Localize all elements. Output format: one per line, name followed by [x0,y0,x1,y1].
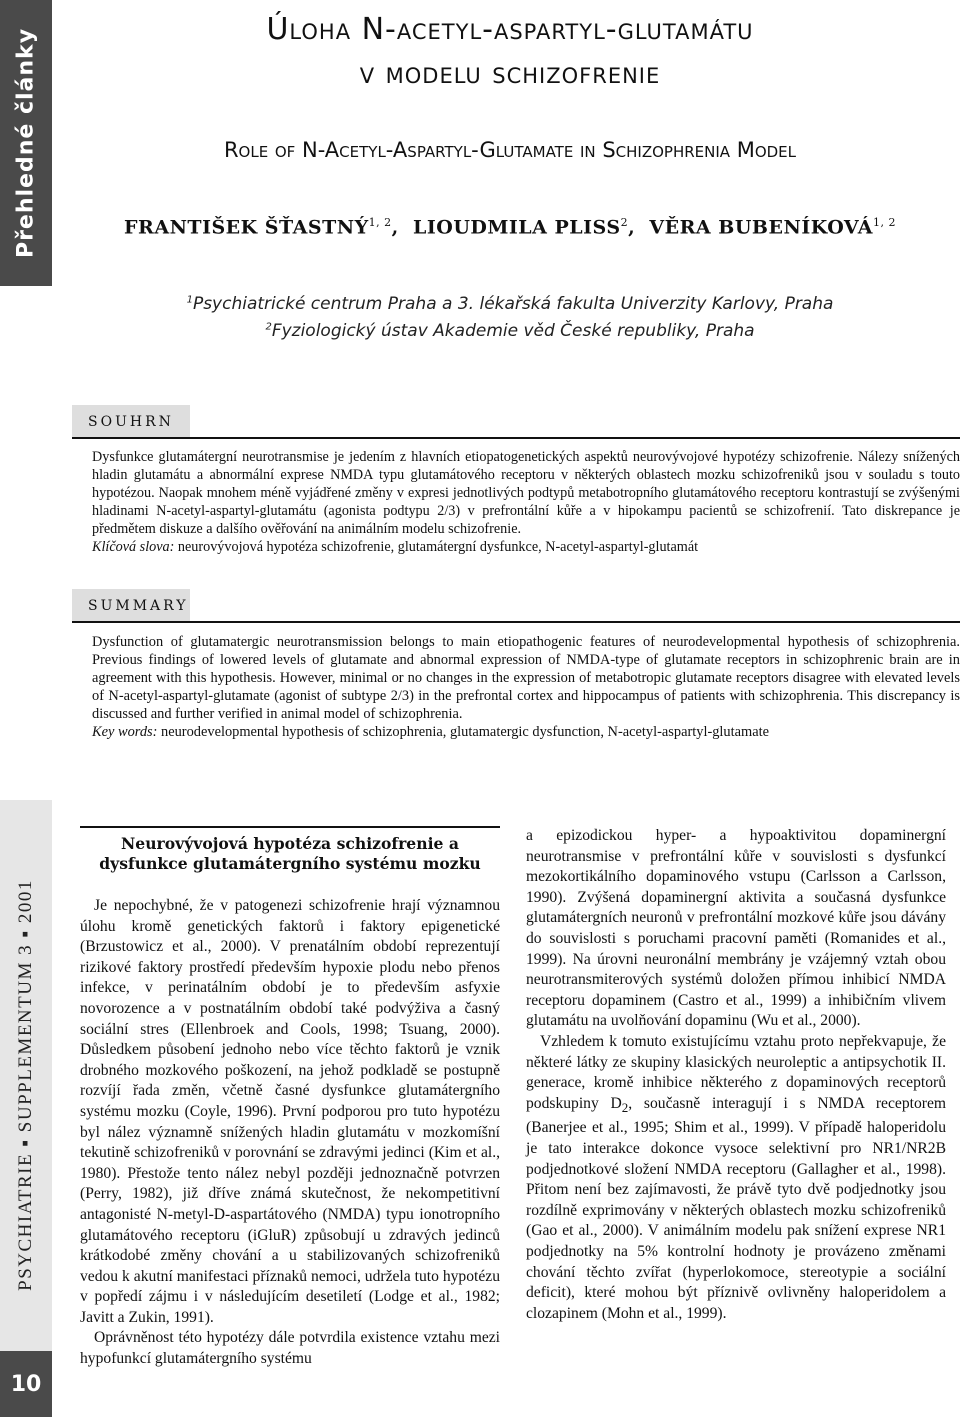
author-sup: 1, 2 [368,216,392,229]
affiliation-sup: 1 [186,294,193,306]
summary-header [72,589,960,623]
journal-name-text: PSYCHIATRIE ▪ SUPPLEMENTUM 3 ▪ 2001 [15,879,36,1291]
summary-text: Dysfunction of glutamatergic neurotransmission belongs to main etiopathogenic features of neurodevelopmental hypothesis of schizophrenia. Previous findings of lowered levels of glutamate and abnormal expression of NMDA-type of glutamate receptors in schizophrenic brain are in agreement with this hypothesis. However, minimal or no changes in the expression of metabotropic glutamate receptors disagree with elevated levels of N-acetyl-aspartyl-glutamate (agonist of subtype 2/3) in the prefrontal cortex and hippocampus of patients with schizophrenia. This discrepancy is discussed and further verified in animal model of schizophrenia. [92,634,960,722]
affiliation-sup: 2 [265,321,272,333]
section-heading: Neurovývojová hypotéza schizofrenie a dysfunkce glutamátergního systému mozku [80,826,500,874]
author-list: FRANTIŠEK ŠŤASTNÝ$^{1, 2}$, LIOUDMILA PLISS$^2$, VĚRA BUBENÍKOVÁ$^{1, 2}$ [124,216,896,239]
author-sup: 1, 2 [872,216,896,229]
sidebar-journal-label [0,800,52,1345]
text-run: Vzhledem k tomuto existujícímu vztahu proto nepřekvapuje, že některé látky ze skupiny klasických neuroleptic a antipsychotik II. generace, kromě inhibice některého z dopaminových receptorů podskupiny D [526,1032,946,1112]
page-number: 10 [0,1351,52,1417]
souhrn-abstract [92,448,960,556]
keywords-label: Key words: [92,724,158,740]
section-category-text: Přehledné články [13,27,39,259]
keywords-text: neurodevelopmental hypothesis of schizophrenia, glutamatergic dysfunction, N-acetyl-aspartyl-glutamate [161,724,769,740]
title-line-1: Úloha N-acetyl-aspartyl-glutamátu [266,12,754,47]
body-paragraph: Je nepochybné, že v patogenezi schizofrenie hrají významnou úlohu kromě genetických faktorů i faktory epigenetické (Brzustowicz et al., 2000). V prenatálním období reprezentují rizikové faktory prostředí především hypoxie plodu nebo přenos infekce, v perinatálním období je to především asfyxie novorozence a v postnatálním období také podvýživa a časný sociální stres (Ellenbroek and Cools, 1998; Tsuang, 2000). Důsledkem působení jednoho nebo více těchto faktorů je vznik drobného mozkového poškození, na jehož podkladě se postupně rozvíjí řada změn, včetně časné dysfunkce glutamátergního systému mozku (Coyle, 1996). První podporou pro tuto hypotézu byl nález významně snížených hladin glutamátu v mozkomíšní tekutině schizofreniků v porovnání se zdravými jedinci (Kim et al., 1980). Přestože tento nález nebyl později jednoznačně potvrzen (Perry, 1982), již dříve známá skutečnost, že nekompetitivní antagonisté N-metyl-D-aspartátového (NMDA) typu ionotropního glutamátového receptoru (iGluR) způsobují u zdravých jedinců krátkodobé změny chování a u stabilizovaných schizofreniků vedou k akutní manifestaci příznaků nemoci, udržela tuto hypotézu v popředí zájmu i v následujícím desetiletí (Lodge et al., 1982; Javitt a Zukin, 1991). [80,897,500,1326]
keywords-text: neurovývojová hypotéza schizofrenie, glutamátergní dysfunkce, N-acetyl-aspartyl-glutamát [177,539,699,555]
title-line-2: v modelu schizofrenie [359,56,661,91]
body-column-left [80,826,500,1370]
author-name: FRANTIŠEK ŠŤASTNÝ [124,216,369,239]
souhrn-keywords [92,538,960,556]
body-paragraph: a epizodickou hyper- a hypoaktivitou dopaminergní neurotransmise v prefrontální kůře v souvislosti s dysfunkcí mezokortikálního dopaminového vstupu (Carlsson a Carlsson, 1990). Zvýšená dopaminergní aktivita a současná dysfunkce glutamátergních neuronů v prefrontální mozkové kůře jsou dávány do souvislosti s poruchami pracovní paměti (Romanides et al., 1999). Na úrovni neuronální membrány je vzájemný vztah obou neurotransmiterových systémů doložen přímou inhibicí NMDA receptoru dopaminem (Castro et al., 1999) a inhibičním vlivem glutamátu na uvolňování dopaminu (Wu et al., 2000). [526,827,946,1030]
affiliation-1 [60,294,960,314]
body-paragraph: Oprávněnost této hypotézy dále potvrdila existence vztahu mezi hypofunkcí glutamátergního systému [80,1329,500,1368]
article-title-cz [60,8,960,96]
subscript: 2 [621,1099,629,1115]
text-run: , současně interagují i s NMDA receptorem (Banerjee et al., 1995; Shim et al., 1999). V případě haloperidolu je tato interakce dokonce vysoce selektivní pro NR1/NR2B podjednotkové složení NMDA receptoru (Gallagher et al., 1998). Přitom není bez zajímavosti, že právě tyto dvě podjednotky jsou rozdílně exprimovány v některých oblastech mozku schizofreniků (Gao et al., 2000). V animálním modelu pak snížení exprese NR1 podjednotky na 5% kontrolní hodnoty je provázeno změnami chování těchto zvířat (hyperlokomoce, stereotypie a sociální deficit), které mohou být příznivě ovlivněny haloperidolem a clozapinem (Mohn et al., 1999). [526,1094,946,1322]
body-paragraph [526,1032,946,1324]
summary-rule [72,621,960,623]
author-name: VĚRA BUBENÍKOVÁ [649,216,873,239]
souhrn-text: Dysfunkce glutamátergní neurotransmise je jedením z hlavních etiopatogenetických aspektů neurovývojové hypotézy schizofrenie. Nálezy snížených hladin glutamátu a abnormální exprese NMDA typu glutamátového receptoru v některých oblastech mozku schizofreniků jsou v souladu s touto hypotézou. Naopak mnohem méně vyjádřené změny v expresi jednotlivých podtypů metabotropního glutamátového receptoru kontrastují se zvýšenými hladinami N-acetyl-aspartyl-glutamátu (agonista podtypu 2/3) v prefrontální kůře a v hipokampu pacientů se schizofrenií. Tato diskrepance je předmětem diskuze a dalšího ověřování na animálním modelu schizofrenie. [92,449,960,537]
article-title-en: Role of N-Acetyl-Aspartyl-Glutamate in Schizophrenia Model [223,138,797,162]
author-sup: 2 [620,216,629,229]
souhrn-rule [72,437,960,439]
body-column-right [526,826,946,1324]
summary-heading: SUMMARY [72,589,190,623]
sidebar-section-label [0,0,52,286]
summary-keywords [92,723,960,741]
author-name: LIOUDMILA PLISS [413,216,621,239]
affiliation-text: Psychiatrické centrum Praha a 3. lékařská fakulta Univerzity Karlovy, Praha [192,294,834,314]
affiliation-text: Fyziologický ústav Akademie věd České republiky, Praha [271,321,755,341]
souhrn-header [72,405,960,439]
keywords-label: Klíčová slova: [92,539,175,555]
souhrn-heading: SOUHRN [72,405,190,439]
affiliation-2 [60,321,960,341]
summary-abstract [92,633,960,741]
